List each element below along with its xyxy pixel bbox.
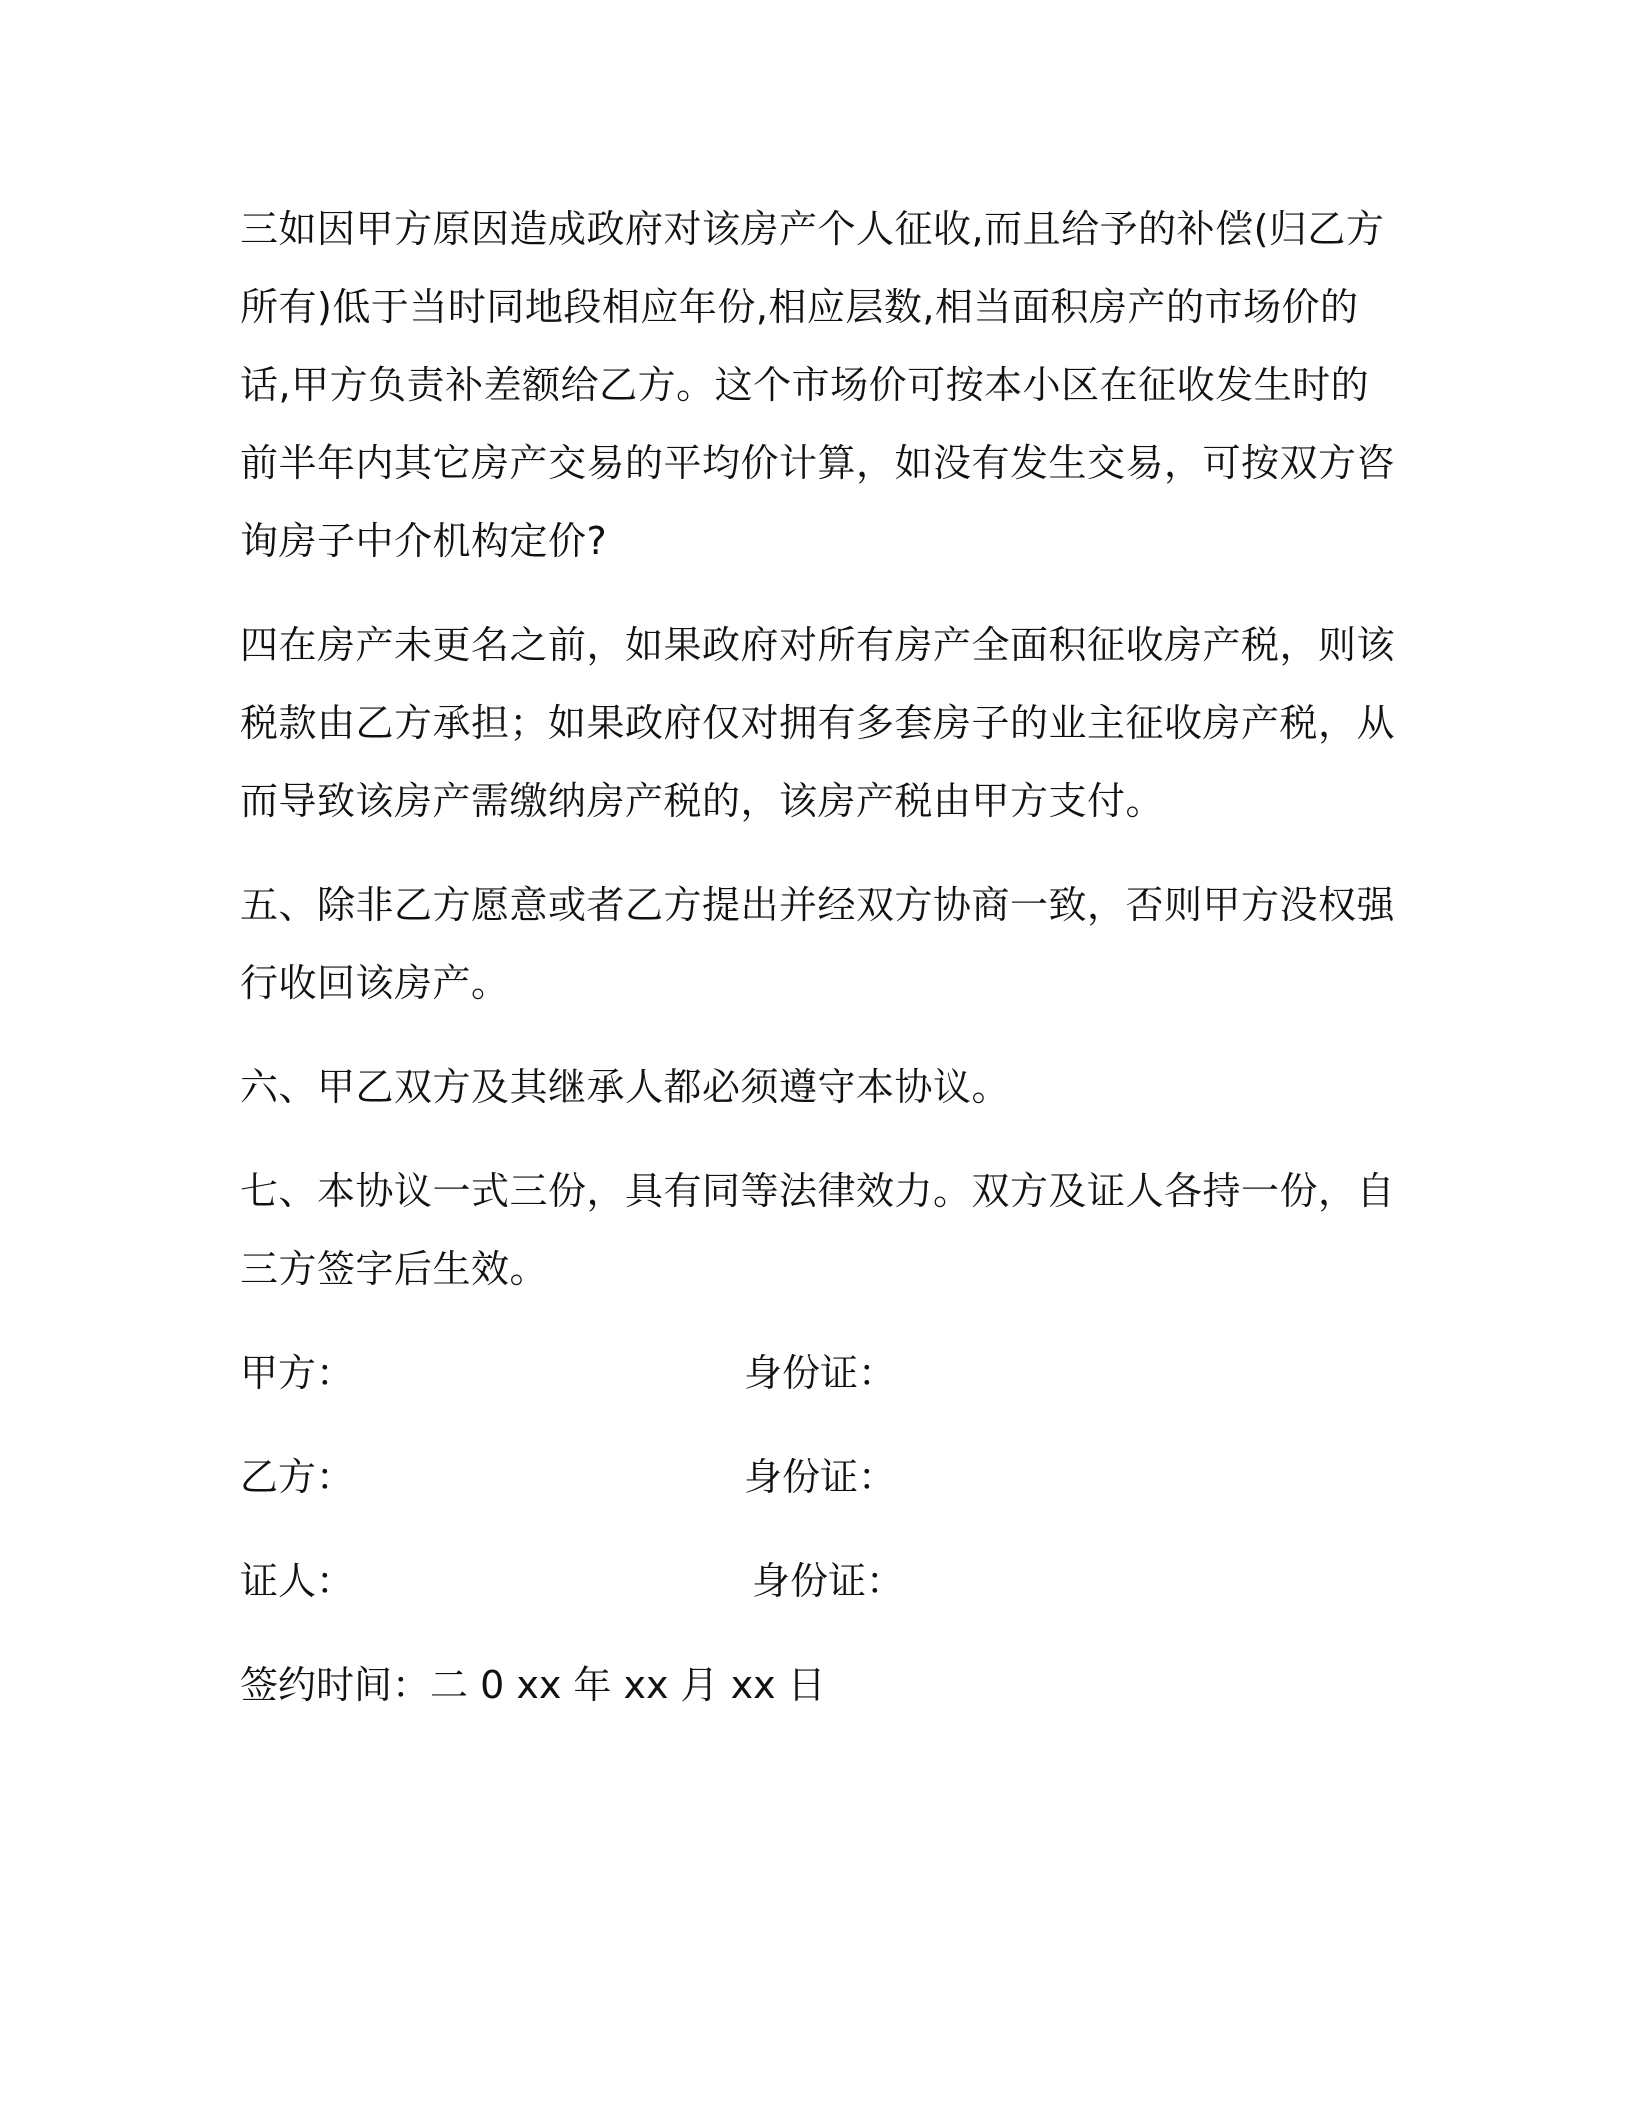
signature-row-party-b: [240, 1438, 1400, 1516]
party-b-id-label: 身份证：: [744, 1455, 897, 1499]
clause-six: 六、甲乙双方及其继承人都必须遵守本协议。: [240, 1065, 1011, 1109]
witness-id-label: 身份证：: [752, 1559, 905, 1603]
clause-five: 五、除非乙方愿意或者乙方提出并经双方协商一致，否则甲方没权强行收回该房产。: [240, 883, 1396, 1005]
clause-seven: 七、本协议一式三份，具有同等法律效力。双方及证人各持一份，自三方签字后生效。: [240, 1169, 1396, 1291]
clause-four: 四在房产未更名之前，如果政府对所有房产全面积征收房产税，则该税款由乙方承担；如果政府仅对拥有多套房子的业主征收房产税，从而导致该房产需缴纳房产税的，该房产税由甲方支付。: [240, 623, 1396, 823]
document-body: [240, 190, 1400, 1724]
party-a-id-label: 身份证：: [744, 1351, 897, 1395]
clause-three: 三如因甲方原因造成政府对该房产个人征收,而且给予的补偿(归乙方所有)低于当时同地段相应年份,相应层数,相当面积房产的市场价的话,甲方负责补差额给乙方。这个市场价可按本小区在征收发生时的前半年内其它房产交易的平均价计算，如没有发生交易，可按双方咨询房子中介机构定价?: [240, 207, 1396, 563]
signature-row-party-a: [240, 1334, 1400, 1412]
sign-date: 签约时间：二 0 xx 年 xx 月 xx 日: [240, 1663, 826, 1707]
party-a-label: 甲方：: [240, 1351, 355, 1395]
party-b-label: 乙方：: [240, 1455, 355, 1499]
signature-row-witness: [240, 1542, 1400, 1620]
witness-label: 证人：: [240, 1559, 355, 1603]
